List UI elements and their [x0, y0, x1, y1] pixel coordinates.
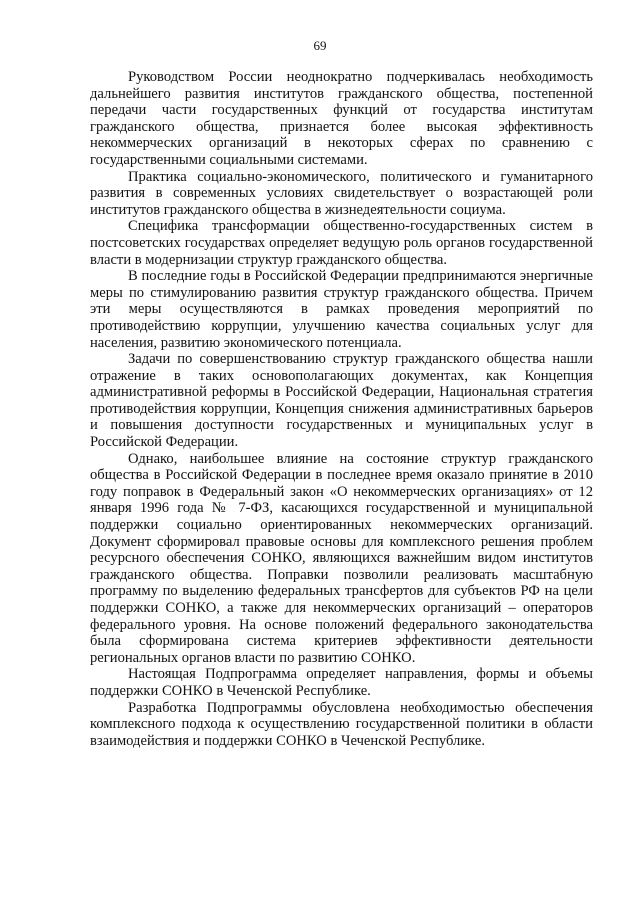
paragraph: Руководством России неоднократно подчеркивалась необходимость дальнейшего развития институтов гражданского общества, постепенной передачи части государственных функций от государства институтам гражданского общества, признается более высокая эффективность некоммерческих организаций в некоторых сферах по сравнению с государственными социальными системами.	[90, 69, 593, 168]
paragraph: Однако, наибольшее влияние на состояние структур гражданского общества в Российской Федерации в последнее время оказало принятие в 2010 году поправок в Федеральный закон «О некоммерческих организациях» от 12 января 1996 года № 7-ФЗ, касающихся государственной и муниципальной поддержки социально ориентированных некоммерческих организаций. Документ сформировал правовые основы для комплексного решения проблем ресурсного обеспечения СОНКО, являющихся важнейшим видом институтов гражданского общества. Поправки позволили реализовать масштабную программу по выделению федеральных трансфертов для субъектов РФ на цели поддержки СОНКО, а также для некоммерческих организаций – операторов федерального уровня. На основе положений федерального законодательства была сформирована система критериев эффективности деятельности региональных органов власти по развитию СОНКО.	[90, 450, 593, 666]
paragraph: Задачи по совершенствованию структур гражданского общества нашли отражение в таких основополагающих документах, как Концепция административной реформы в Российской Федерации, Национальная стратегия противодействия коррупции, Концепция снижения административных барьеров и повышения доступности государственных и муниципальных услуг в Российской Федерации.	[90, 351, 593, 451]
paragraph: Разработка Подпрограммы обусловлена необходимостью обеспечения комплексного подхода к осуществлению государственной политики в области взаимодействия и поддержки СОНКО в Чеченской Республике.	[90, 699, 593, 749]
paragraph: В последние годы в Российской Федерации предпринимаются энергичные меры по стимулированию развития структур гражданского общества. Причем эти меры осуществляются в рамках проведения мероприятий по противодействию коррупции, улучшению качества социальных услуг для населения, развитию экономического потенциала.	[90, 268, 593, 351]
page-number: 69	[313, 38, 327, 53]
paragraph: Настоящая Подпрограмма определяет направления, формы и объемы поддержки СОНКО в Чеченской Республике.	[90, 666, 593, 699]
paragraph: Практика социально-экономического, политического и гуманитарного развития в современных условиях свидетельствует о возрастающей роли институтов гражданского общества в жизнедеятельности социума.	[90, 168, 593, 218]
paragraph: Специфика трансформации общественно-государственных систем в постсоветских государствах определяет ведущую роль органов государственной власти в модернизации структур гражданского общества.	[90, 218, 593, 268]
document-body	[90, 69, 593, 749]
